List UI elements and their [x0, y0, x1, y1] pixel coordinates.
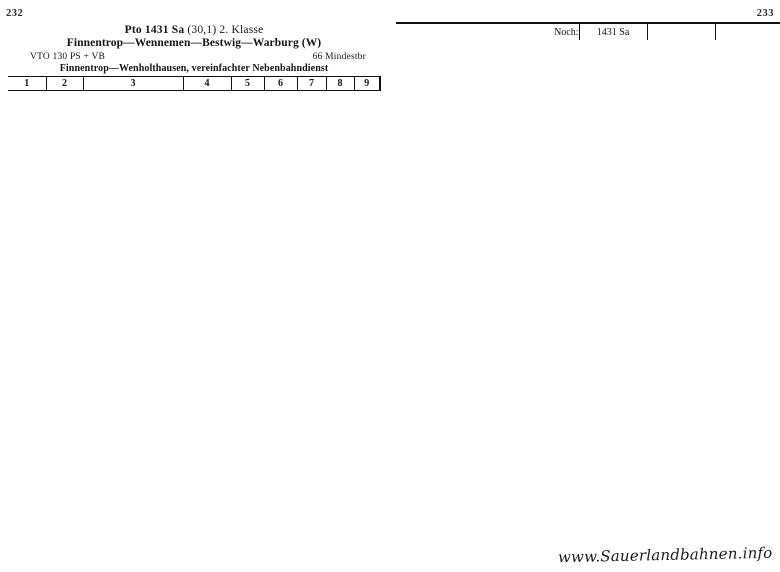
- col-num-1: 1: [8, 77, 46, 91]
- noch-label: Noch:: [396, 23, 579, 40]
- col-num-9: 9: [354, 77, 380, 91]
- col-num-4: 4: [183, 77, 231, 91]
- noch-blank-1: [647, 23, 715, 40]
- noch-train-number: 1431 Sa: [579, 23, 647, 40]
- right-column: [396, 22, 772, 40]
- noch-blank-2: [715, 23, 780, 40]
- noch-header-row: [396, 23, 780, 40]
- train-number: Pto 1431 Sa: [124, 24, 185, 36]
- masthead: [8, 24, 380, 74]
- page-number-right: 233: [756, 8, 774, 19]
- brake-info: 66 Mindestbr: [312, 52, 366, 62]
- masthead-title: [8, 24, 380, 36]
- col-num-2: 2: [46, 77, 83, 91]
- timetable-section-1: [8, 76, 381, 91]
- col-num-5: 5: [231, 77, 264, 91]
- masthead-subtitle: Finnentrop—Wenholthausen, vereinfachter Nebenbahndienst: [59, 63, 329, 74]
- masthead-details: [8, 52, 380, 62]
- col-num-8: 8: [326, 77, 354, 91]
- col-num-6: 6: [264, 77, 297, 91]
- train-class: (30,1) 2. Klasse: [187, 24, 264, 36]
- page-number-left: 232: [6, 8, 24, 19]
- left-column: [8, 22, 380, 107]
- col-num-7: 7: [297, 77, 326, 91]
- col-num-3: 3: [83, 77, 183, 91]
- masthead-route: Finnentrop—Wennemen—Bestwig—Warburg (W): [66, 37, 322, 49]
- column-number-header-1: [8, 77, 380, 91]
- traction-info: VTO 130 PS + VB: [30, 52, 106, 62]
- site-watermark: www.Sauerlandbahnen.info: [557, 543, 773, 567]
- timetable-section-3: [396, 22, 780, 40]
